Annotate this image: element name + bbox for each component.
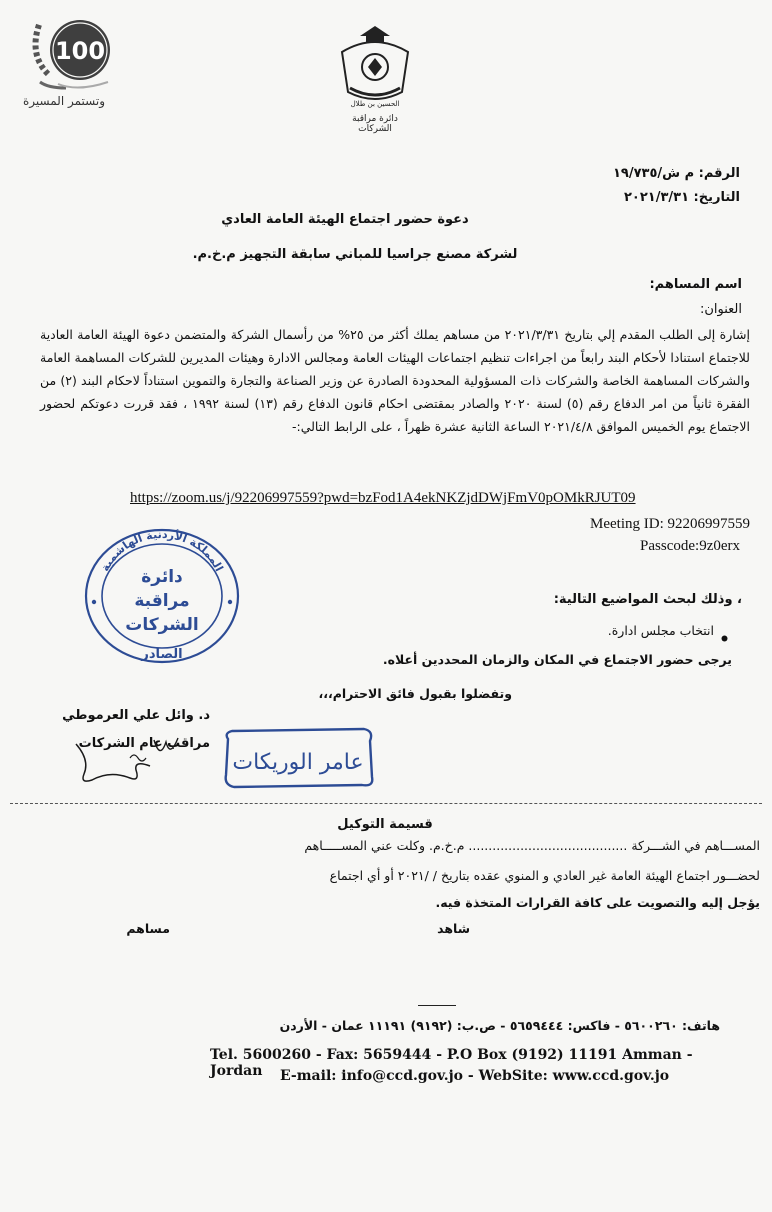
bullet-icon	[721, 627, 728, 646]
shareholder-signature-label: مساهم	[126, 921, 170, 936]
agenda-item	[474, 623, 732, 638]
letter-title: دعوة حضور اجتماع الهيئة العامة العادي	[221, 212, 469, 227]
crest-ribbon: الحسين بن طلال	[350, 100, 400, 108]
proxy-line-3: يؤجل إليه والتصويت على كافة القرارات المتخذة فيه.	[435, 895, 760, 910]
proxy-title: قسيمة التوكيل	[337, 817, 433, 832]
attendance-note: يرجى حضور الاجتماع في المكان والزمان المحددين أعلاه.	[382, 652, 732, 667]
proxy-line-2: لحضـــور اجتماع الهيئة العامة غير العادي و المنوي عقده بتاريخ / /٢٠٢١ أو أي اجتماع	[329, 868, 760, 883]
company-name: لشركة مصنع جراسيا للمباني سابقة التجهيز م.خ.م.	[192, 247, 518, 262]
logo-number: 100	[54, 37, 106, 65]
footer-rule	[418, 1005, 456, 1006]
meeting-id: Meeting ID: 92206997559	[590, 516, 750, 532]
stamp-line-1: دائرة	[141, 567, 183, 587]
signer-title: مراقب عام الشركات	[78, 736, 210, 751]
agenda-intro: ، وذلك لبحث المواضيع التالية:	[553, 592, 742, 607]
footer-contact-arabic: هاتف: ٥٦٠٠٢٦٠ - فاكس: ٥٦٥٩٤٤٤ - ص.ب: (٩١٩٢) ١١١٩١ عمان - الأردن	[279, 1018, 720, 1033]
cut-line-divider	[10, 803, 762, 804]
stamp-line-2: مراقبة	[134, 591, 190, 611]
stamp-line-3: الشركات	[125, 615, 199, 635]
employee-stamp-text: عامر الوريكات	[232, 750, 364, 775]
meeting-passcode: Passcode:9z0erx	[640, 538, 740, 554]
crest-caption: دائرة مراقبة الشركات	[352, 114, 398, 134]
proxy-line-1: المســـاهم في الشـــركة ........................................ م.خ.م. وكلت عني المســـــاهم	[304, 838, 760, 853]
agenda-item-text: انتخاب مجلس ادارة.	[607, 623, 714, 638]
witness-label: شاهد	[437, 921, 470, 936]
employee-stamp	[218, 725, 378, 791]
footer-email-website: E-mail: info@ccd.gov.jo - WebSite: www.ccd.gov.jo	[280, 1068, 670, 1084]
handwritten-signature	[70, 730, 200, 790]
closing-salutation: وتفضلوا بقبول فائق الاحترام،،،	[318, 686, 512, 701]
body-paragraph: إشارة إلى الطلب المقدم إلي بتاريخ ٢٠٢١/٣/٣١ من مساهم يملك أكثر من ٢٥% من رأسمال الشركة والمتضمن دعوة الهيئة العامة العادية للاجتماع استنادا لأحكام البند رابعاً من اجراءات تنظيم اجتماعات الهيئات العامة ومجالس الادارة وهيئات المديرين للشركات المساهمة العامة والشركات المساهمة الخاصة والشركات ذات المسؤولية المحدودة الصادرة عن وزير الصناعة والتجارة والتموين استناداً لاحكام البند (٢) من الفقرة ثانياً من امر الدفاع رقم (٥) لسنة ٢٠٢٠ والصادر بمقتضى احكام قانون الدفاع رقم (١٣) لسنة ١٩٩٢ ، فقد قررت دعوتكم لحضور الاجتماع يوم الخميس الموافق ٢٠٢١/٤/٨ الساعة الثانية عشرة ظهراً ، على الرابط التالي:-	[40, 327, 751, 434]
stamp-bottom-text: الصادر	[141, 647, 183, 662]
stamp-ring-text: المملكة الأردنية الهاشمية	[98, 527, 226, 574]
zoom-meeting-link[interactable]: https://zoom.us/j/92206997559?pwd=bzFod1A4ekNKZjdDWjFmV0pOMkRJUT09	[130, 490, 636, 506]
reference-number: الرقم: م ش/١٩/٧٣٥	[612, 166, 740, 181]
signer-name: د. وائل علي العرموطي	[62, 708, 210, 723]
official-stamp	[82, 526, 242, 666]
logo-caption: وتستمر المسيرة	[23, 94, 105, 108]
letter-date: التاريخ: ٢٠٢١/٣/٣١	[623, 190, 740, 205]
jordan-crest-icon	[330, 22, 420, 112]
address-field: العنوان:	[699, 302, 742, 317]
shareholder-name-field: اسم المساهم:	[649, 277, 742, 292]
footer-contact-english: Tel. 5600260 - Fax: 5659444 - P.O Box (9192) 11191 Amman - Jordan	[210, 1047, 693, 1079]
